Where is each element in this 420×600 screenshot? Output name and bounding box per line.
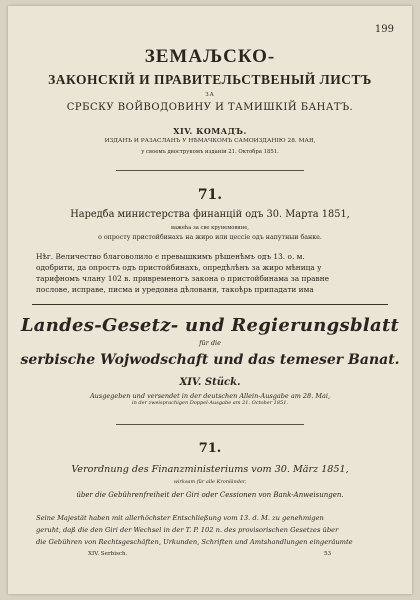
serbian-decree-sub2: о опросту пристойбинахъ на жиро или цессiе одъ напутныи банке.	[98, 234, 322, 241]
german-issue: XIV. Stück.	[179, 377, 241, 388]
serbian-header-rule	[116, 170, 304, 171]
serbian-decree-number: 71.	[197, 187, 223, 203]
serbian-edition-line: у своемъ двострукомъ изданiи 21. Октобра 1851.	[141, 149, 279, 155]
serbian-body-line: послове, исправе, писма и уредовна дѣлованя, такоѣрь припадати има	[36, 285, 314, 294]
serbian-title-line3: ЗА	[205, 92, 215, 98]
serbian-title-line1: ЗЕМАЉСКО-	[144, 46, 276, 67]
serbian-decree-title: Наредба министерства финанцiй одъ 30. Марта 1851,	[70, 209, 350, 220]
german-decree-title: Verordnung des Finanzministeriums vom 30. März 1851,	[71, 464, 349, 475]
german-title-line1: Landes-Gesetz- und Regierungsblatt	[20, 315, 400, 336]
german-title-line2: für die	[199, 339, 221, 347]
serbian-title-line4: СРБСКУ ВОЙВОДОВИНУ И ТАМИШКІЙ БАНАТЪ.	[66, 102, 354, 113]
german-decree-number: 71.	[198, 441, 222, 456]
german-title-line3: serbische Wojwodschaft und das temeser Banat.	[20, 352, 400, 368]
german-body-line: Seine Majestät haben mit allerhöchster Entschließung vom 13. d. M. zu genehmigen	[36, 514, 324, 522]
gazette-page	[8, 6, 412, 594]
serbian-title-line2: ЗАКОНСКІЙ И ПРАВИТЕЛЬСТВЕНЫЙ ЛИСТЪ	[48, 72, 372, 87]
german-body-line: geruht, daß die den Giri der Wechsel in der T. P. 102 n. des provisorischen Gesetzes über	[36, 526, 339, 534]
serbian-issued-line: ИЗДАНЪ И РАЗАСЛАНЪ У НѢМАЧКОМЪ САМОИЗДАНІЮ 28. МАЯ,	[104, 138, 316, 144]
german-edition-line: in der zweisprachigen Doppel-Ausgabe am 21. October 1851.	[132, 400, 288, 406]
german-decree-sub1: wirksam für alle Kronländer,	[173, 479, 247, 485]
german-issued-line: Ausgegeben und versendet in der deutschen Allein-Ausgabe am 28. Mai,	[89, 392, 331, 400]
serbian-body-line: одобрити, да опростъ одъ пристойбинахъ, опредѣлѣнъ за жиро мѣница у	[36, 263, 322, 272]
serbian-decree-sub1: важећа за све крунемовине,	[171, 225, 249, 231]
footer-sheet-number: 53	[324, 551, 332, 557]
serbian-issue: XIV. КОМАДЪ.	[173, 126, 247, 136]
german-decree-sub2: über die Gebührenfreiheit der Giri oder Cessionen von Bank-Anweisungen.	[76, 491, 344, 499]
serbian-body-line: Нѣг. Величество благоволило є превышкимъ рѣшенѣмъ одъ 13. о. м.	[36, 252, 305, 261]
page-number: 199	[374, 24, 394, 35]
german-header-rule	[116, 424, 304, 425]
german-body-line: die Gebühren von Rechtsgeschäften, Urkunden, Schriften und Amtshandlungen eingeräumte	[36, 538, 353, 546]
serbian-body-line: тарифномъ члану 102 в. привременогъ закона о пристойбинама за правне	[36, 274, 330, 283]
section-separator	[32, 304, 388, 305]
footer-signature: XIV. Serbisch.	[88, 551, 128, 557]
